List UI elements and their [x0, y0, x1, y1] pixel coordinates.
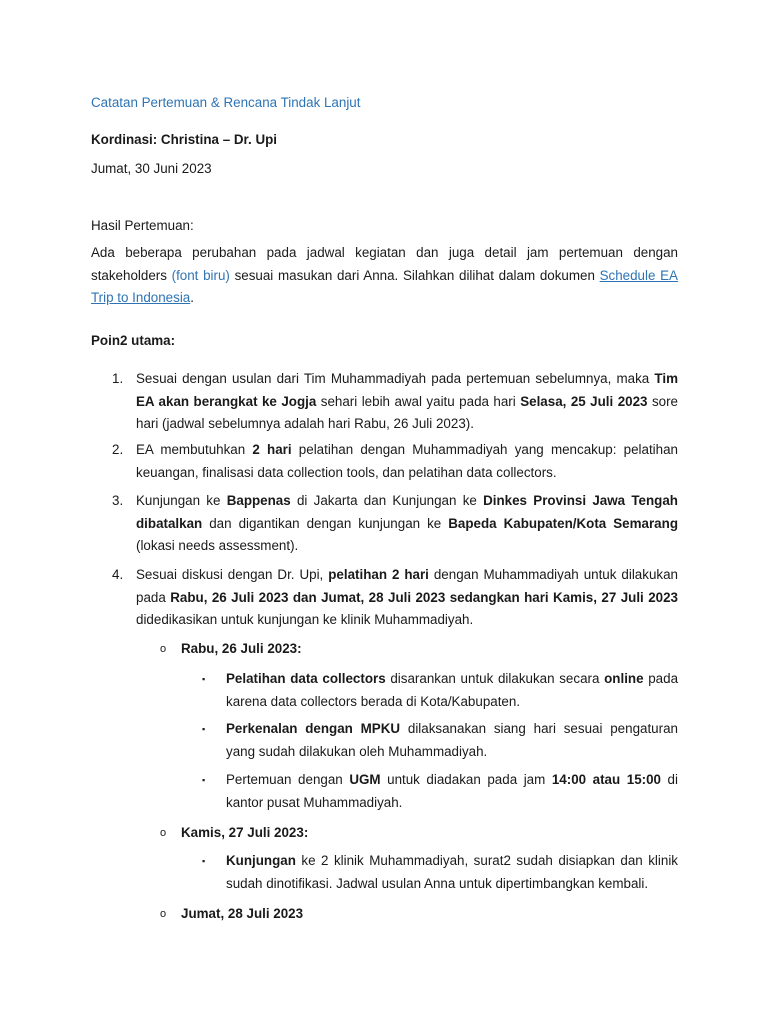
list-item [136, 490, 678, 558]
item-text: Sesuai diskusi dengan Dr. Upi, [136, 567, 329, 582]
item-bold: Dinkes Provinsi Jawa Tengah dibatalkan [136, 493, 678, 531]
schedule-day-thursday [181, 822, 678, 845]
entry-text: dilaksanakan siang hari sesuai pengaturan yang sudah dilakukan oleh Muhammadiyah. [226, 721, 678, 759]
schedule-day-friday [181, 903, 678, 926]
square-bullet: ▪ [202, 775, 206, 785]
item-text: Sesuai dengan usulan dari Tim Muhammadiyah pada pertemuan sebelumnya, maka [136, 371, 655, 386]
entry-text: Pertemuan dengan [226, 772, 350, 787]
entry-text: pada karena data collectors berada di Kota/Kabupaten. [226, 671, 679, 709]
list-number: 1. [112, 371, 124, 386]
item-text: (lokasi needs assessment). [136, 538, 299, 553]
day-label: Jumat, 28 Juli 2023 [181, 906, 304, 921]
day-label: Rabu, 26 Juli 2023: [181, 641, 302, 656]
item-text: sehari lebih awal yaitu pada hari [316, 393, 521, 409]
coordination-text: Kordinasi: Christina – Dr. Upi [91, 132, 278, 147]
entry-bold: Perkenalan dengan MPKU [226, 721, 401, 736]
results-heading: Hasil Pertemuan: [91, 218, 194, 233]
list-item [136, 439, 678, 484]
schedule-entry [226, 769, 678, 814]
item-text: dengan Muhammadiyah untuk dilakukan pada [136, 567, 678, 605]
entry-text: disarankan untuk dilakukan secara [385, 671, 605, 686]
item-bold: pelatihan 2 hari [328, 567, 429, 582]
document-title: Catatan Pertemuan & Rencana Tindak Lanjut [91, 95, 361, 110]
day-label: Kamis, 27 Juli 2023: [181, 825, 309, 840]
circle-bullet: o [160, 908, 167, 920]
schedule-entry [226, 718, 678, 763]
circle-bullet: o [160, 643, 167, 655]
item-text: EA membutuhkan [136, 442, 253, 457]
intro-paragraph [91, 242, 678, 310]
list-item [136, 368, 678, 436]
blue-font-note: (font biru) [171, 267, 230, 283]
square-bullet: ▪ [202, 856, 206, 866]
square-bullet: ▪ [202, 724, 206, 734]
list-number: 3. [112, 493, 124, 508]
entry-bold: UGM [349, 772, 381, 787]
entry-bold: online [604, 671, 644, 686]
schedule-entry [226, 850, 678, 895]
entry-bold: Kunjungan [226, 853, 296, 868]
circle-bullet: o [160, 827, 167, 839]
coordination-line [91, 129, 277, 152]
item-text: di Jakarta dan Kunjungan ke [290, 493, 484, 508]
item-bold: 2 hari [252, 442, 292, 457]
schedule-day-wednesday [181, 638, 678, 661]
entry-text: untuk diadakan pada jam [380, 772, 552, 787]
item-bold: Rabu, 26 Juli 2023 dan Jumat, 28 Juli 2023 sedangkan hari Kamis, 27 Juli 2023 [170, 589, 678, 605]
item-text: didedikasikan untuk kunjungan ke klinik Muhammadiyah. [136, 612, 474, 627]
list-number: 4. [112, 567, 124, 582]
item-bold: Tim EA akan berangkat ke Jogja [136, 371, 678, 409]
list-item [136, 564, 678, 632]
meeting-date: Jumat, 30 Juni 2023 [91, 161, 212, 176]
schedule-document-link[interactable]: Schedule EA Trip to Indonesia [91, 267, 678, 305]
item-text: Kunjungan ke [136, 493, 227, 508]
item-text: dan digantikan dengan kunjungan ke [202, 515, 449, 531]
item-bold: Selasa, 25 Juli 2023 [520, 393, 648, 409]
main-points-text: Poin2 utama: [91, 333, 176, 348]
main-points-heading [91, 330, 175, 353]
intro-text-3: . [190, 290, 194, 305]
entry-bold: Pelatihan data collectors [226, 671, 386, 686]
intro-text-1: Ada beberapa perubahan pada jadwal kegiatan dan juga detail jam pertemuan dengan stakeholders [91, 245, 678, 283]
entry-text: ke 2 klinik Muhammadiyah, surat2 sudah disiapkan dan klinik sudah dinotifikasi. Jadwal usulan Anna untuk dipertimbangkan kembali. [226, 853, 678, 891]
item-text: sore hari (jadwal sebelumnya adalah hari Rabu, 26 Juli 2023). [136, 393, 678, 431]
entry-bold: 14:00 atau 15:00 [551, 772, 661, 787]
item-bold: Bapeda Kabupaten/Kota Semarang [448, 515, 678, 531]
list-number: 2. [112, 442, 124, 457]
square-bullet: ▪ [202, 674, 206, 684]
item-text: pelatihan dengan Muhammadiyah yang mencakup: pelatihan keuangan, finalisasi data collection tools, dan pelatihan data collectors. [136, 442, 679, 480]
item-bold: Bappenas [226, 493, 291, 508]
intro-text-2: sesuai masukan dari Anna. Silahkan dilihat dalam dokumen [229, 267, 600, 283]
entry-text: di kantor pusat Muhammadiyah. [226, 772, 678, 810]
schedule-entry [226, 668, 678, 713]
